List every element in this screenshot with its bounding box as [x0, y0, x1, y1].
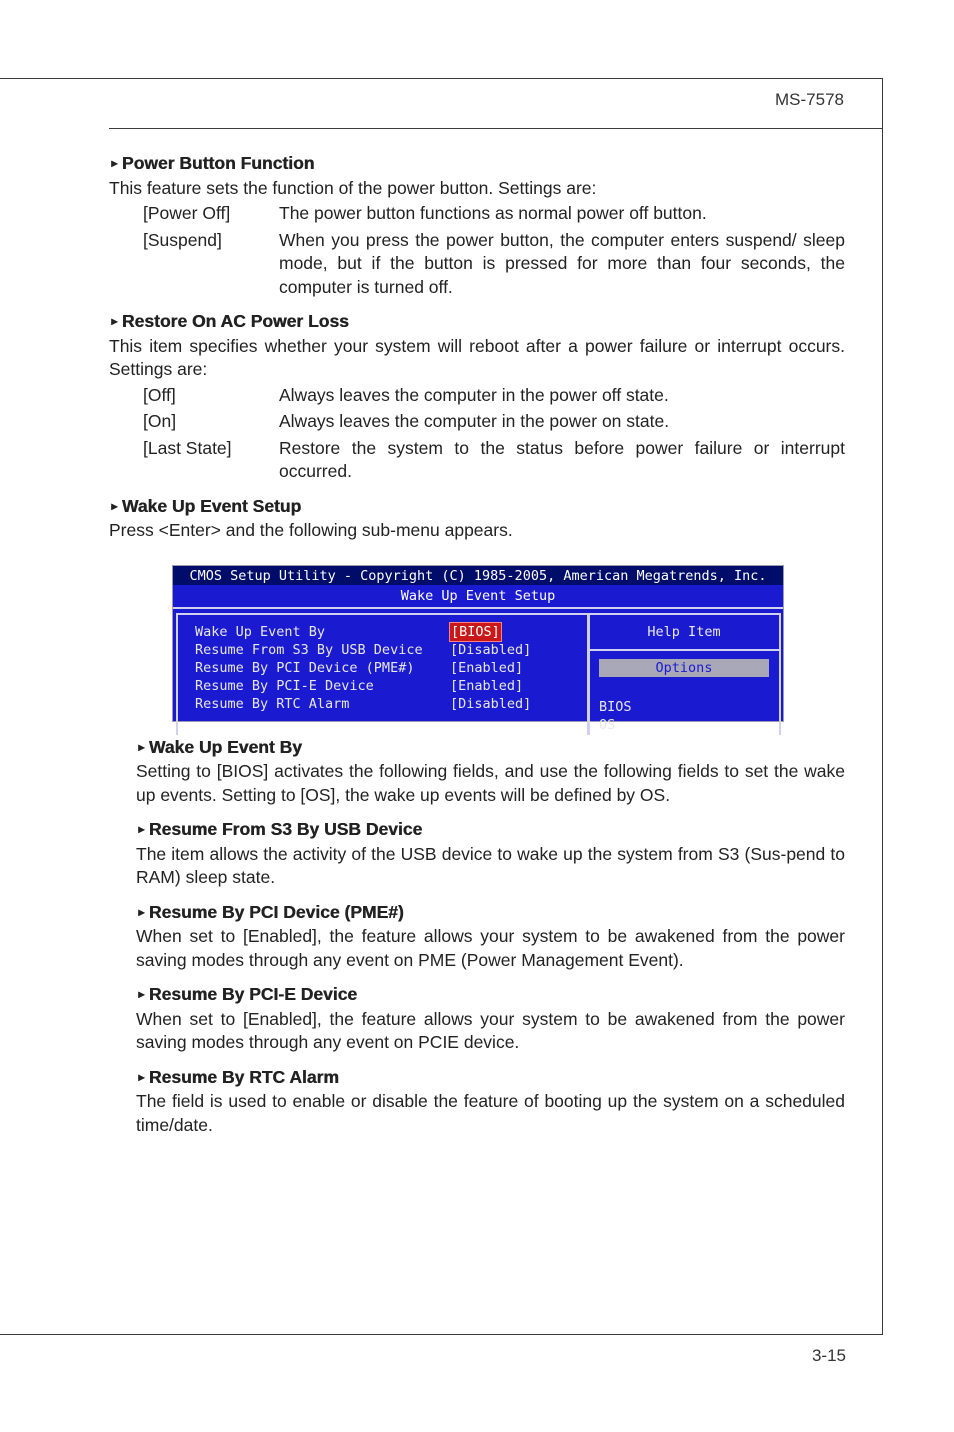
- setting-key: [Off]: [143, 384, 176, 405]
- triangle-bullet-icon: ►: [136, 824, 147, 836]
- bios-item-value[interactable]: [Enabled]: [450, 677, 524, 694]
- settings-list: [143, 202, 845, 299]
- triangle-bullet-icon: ►: [109, 500, 120, 513]
- section-title: Restore On AC Power Loss: [121, 311, 349, 331]
- setting-key: [Suspend]: [143, 229, 222, 250]
- subsection-title: Resume By PCI-E Device: [148, 984, 358, 1004]
- triangle-bullet-icon: ►: [109, 316, 120, 328]
- subsection-title: Resume From S3 By USB Device: [148, 819, 423, 839]
- subsection-list: [136, 736, 845, 1138]
- section-description: This feature sets the function of the power button. Settings are:: [109, 177, 597, 198]
- subsection-description: Setting to [BIOS] activates the following fields, and use the following fields to set the wake up events. Setting to [OS], the wake up events will be defined by OS.: [136, 761, 845, 805]
- setting-row: [143, 202, 845, 226]
- subsection-heading: [136, 901, 845, 926]
- bios-item-value[interactable]: [Disabled]: [450, 641, 532, 658]
- bios-item-value[interactable]: [Enabled]: [450, 659, 524, 676]
- bottom-rule: [0, 1334, 883, 1335]
- subsection-description: The field is used to enable or disable the feature of booting up the system on a scheduled time/date.: [136, 1091, 845, 1135]
- setting-row: [143, 437, 845, 484]
- subsection-title: Resume By PCI Device (PME#): [148, 901, 404, 922]
- section-description: Press <Enter> and the following sub-menu appears.: [109, 520, 513, 540]
- section-description: This item specifies whether your system will reboot after a power failure or interrupt occurs. Settings are:: [109, 335, 845, 379]
- subsection-description: When set to [Enabled], the feature allows your system to be awakened from the power saving modes through any event on PME (Power Management Event).: [136, 926, 845, 970]
- triangle-bullet-icon: ►: [136, 1071, 147, 1084]
- setting-key: [Power Off]: [143, 203, 231, 223]
- bios-help-option: BIOS: [599, 698, 632, 715]
- setting-value: Restore the system to the status before power failure or interrupt occurred.: [279, 437, 845, 481]
- section-title: Power Button Function: [121, 153, 315, 173]
- header-underline: [109, 128, 883, 129]
- setting-row: [143, 384, 845, 408]
- section-heading: [109, 152, 845, 177]
- setting-value: When you press the power button, the computer enters suspend/ sleep mode, but if the button is pressed for more than four seconds, the computer is turned off.: [279, 229, 845, 297]
- setting-value: Always leaves the computer in the power on state.: [279, 411, 670, 431]
- bios-options-label: Options: [599, 659, 769, 677]
- subsection-heading: [136, 736, 845, 761]
- bios-item-value-selected[interactable]: [BIOS]: [451, 623, 500, 640]
- subsection-title: Resume By RTC Alarm: [148, 1066, 339, 1087]
- bios-item-panel: [176, 613, 590, 735]
- setting-key: [On]: [143, 411, 177, 431]
- bios-screenshot: [172, 565, 784, 733]
- bios-title-bar: CMOS Setup Utility - Copyright (C) 1985-2005, American Megatrends, Inc.: [173, 566, 783, 585]
- setting-key: [Last State]: [143, 437, 232, 458]
- subsection-heading: [136, 983, 845, 1008]
- triangle-bullet-icon: ►: [136, 989, 147, 1001]
- bios-item-label: Resume From S3 By USB Device: [195, 641, 423, 658]
- section-heading: [109, 495, 845, 520]
- subsection-description: The item allows the activity of the USB device to wake up the system from S3 (Sus-pend to RAM) sleep state.: [136, 843, 845, 887]
- top-rule: [0, 78, 883, 79]
- subsection-heading: [136, 818, 845, 843]
- bios-help-option: OS: [599, 716, 616, 733]
- bios-help-panel: [587, 613, 781, 735]
- triangle-bullet-icon: ►: [136, 741, 147, 754]
- page-number: 3-15: [811, 1346, 846, 1365]
- triangle-bullet-icon: ►: [109, 158, 120, 170]
- bios-item-label: Resume By PCI-E Device: [195, 677, 374, 694]
- section-heading: [109, 310, 845, 335]
- subsection-description: When set to [Enabled], the feature allows your system to be awakened from the power saving modes through any event on PCIE device.: [136, 1008, 845, 1052]
- settings-list: [143, 384, 845, 484]
- section-title: Wake Up Event Setup: [121, 495, 302, 516]
- right-rule: [882, 78, 883, 1335]
- setting-value: Always leaves the computer in the power off state.: [279, 384, 669, 405]
- bios-item-label: Resume By PCI Device (PME#): [195, 659, 415, 676]
- setting-value: The power button functions as normal power off button.: [279, 203, 707, 223]
- subsection-title: Wake Up Event By: [148, 736, 302, 757]
- bios-help-header: Help Item: [589, 615, 779, 651]
- bios-item-value[interactable]: [Disabled]: [450, 695, 532, 712]
- subsection-heading: [136, 1066, 845, 1091]
- setting-row: [143, 410, 845, 434]
- bios-item-label: Resume By RTC Alarm: [195, 695, 350, 712]
- page-content: [109, 152, 845, 1137]
- bios-item-label: Wake Up Event By: [195, 623, 326, 640]
- bios-subtitle: Wake Up Event Setup: [173, 585, 783, 609]
- triangle-bullet-icon: ►: [136, 906, 147, 919]
- model-number: MS-7578: [775, 90, 844, 109]
- setting-row: [143, 229, 845, 300]
